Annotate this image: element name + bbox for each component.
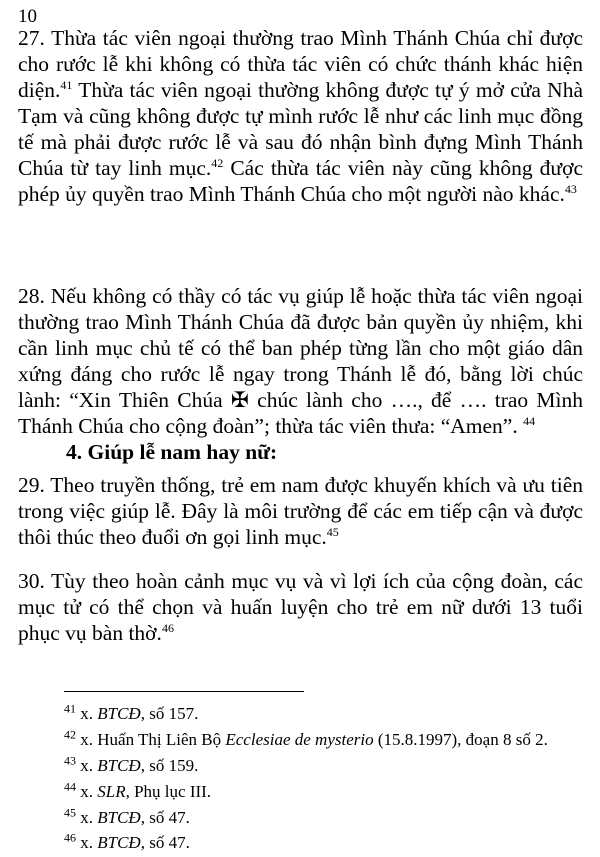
footnote-text: x. — [76, 756, 98, 775]
footnote-number: 43 — [64, 753, 76, 768]
footnote-text: x. — [76, 833, 98, 852]
footnote-text: , số 159. — [140, 756, 199, 775]
paragraph-28-text: 28. Nếu không có thầy có tác vụ giúp lễ hoặc thừa tác viên ngoại thường trao Mình Thánh Chúa đã được bản quyền ủy nhiệm, khi cần linh mục chủ tế có thể ban phép từng lần cho một giáo dân xứng đáng cho rước lễ ngay trong Thánh lễ đó, bằng lời chúc lành: “Xin Thiên Chúa ✠ chúc lành cho …., để …. trao Mình Thánh Chúa cho cộng đoàn”; thừa tác viên thưa: “Amen”. — [18, 284, 583, 438]
page-number: 10 — [18, 6, 37, 27]
footnote-ref-46[interactable]: 46 — [161, 620, 174, 635]
footnote-number: 42 — [64, 727, 76, 742]
footnote-ref-44[interactable]: 44 — [523, 413, 536, 428]
paragraph-30 — [18, 568, 583, 646]
footnote-number: 45 — [64, 805, 76, 820]
footnote-ref-42[interactable]: 42 — [211, 155, 224, 170]
footnote-text: x. — [76, 782, 98, 801]
footnote-text: , số 47. — [140, 808, 190, 827]
footnote-text: , số 157. — [140, 704, 199, 723]
footnote-text: x. — [76, 704, 98, 723]
footnote-separator — [64, 691, 304, 692]
footnote-42 — [64, 727, 548, 750]
footnote-41 — [64, 701, 199, 724]
footnote-45 — [64, 805, 190, 828]
footnote-number: 41 — [64, 701, 76, 716]
footnote-citation: BTCĐ — [97, 704, 141, 723]
paragraph-27-text-2: Thừa tác viên ngoại thường không được tự ý mở cửa Nhà Tạm và cũng không được tự mình rước lễ như các linh mục đồng tế mà phải được rước lễ và sau đó nhận bình đựng Mình Thánh Chúa từ tay linh mục. — [18, 78, 583, 180]
footnote-44 — [64, 779, 212, 802]
paragraph-28 — [18, 283, 583, 439]
footnote-citation: BTCĐ — [97, 808, 141, 827]
paragraph-29 — [18, 472, 583, 550]
footnote-citation: SLR — [97, 782, 126, 801]
footnote-text: , Phụ lục III. — [125, 782, 212, 801]
footnote-43 — [64, 753, 199, 776]
paragraph-29-text: 29. Theo truyền thống, trẻ em nam được khuyến khích và ưu tiên trong việc giúp lễ. Đây là môi trường để các em tiếp cận và được thôi thúc theo đuổi ơn gọi linh mục. — [18, 473, 583, 549]
paragraph-27-text-3: Các thừa tác viên này cũng không được phép ủy quyền trao Mình Thánh Chúa cho một người nào khác. — [18, 156, 583, 206]
footnote-text: x. — [76, 808, 98, 827]
footnote-text: , số 47. — [140, 833, 190, 852]
section-heading: 4. Giúp lễ nam hay nữ: — [66, 440, 278, 464]
footnote-number: 44 — [64, 779, 76, 794]
footnote-citation: BTCĐ — [97, 833, 141, 852]
footnote-number: 46 — [64, 830, 76, 845]
footnote-text: (15.8.1997), đoạn 8 số 2. — [373, 730, 548, 749]
footnote-ref-43[interactable]: 43 — [564, 181, 577, 196]
footnote-citation: Ecclesiae de mysterio — [225, 730, 374, 749]
footnote-ref-41[interactable]: 41 — [60, 77, 73, 92]
footnote-46 — [64, 830, 190, 853]
paragraph-27-text-1: 27. Thừa tác viên ngoại thường trao Mình Thánh Chúa chỉ được cho rước lễ khi không có thừa tác viên có chức thánh khác hiện diện. — [18, 26, 583, 102]
footnote-citation: BTCĐ — [97, 756, 141, 775]
footnote-text: x. Huấn Thị Liên Bộ — [76, 730, 226, 749]
paragraph-27 — [18, 25, 583, 207]
footnote-ref-45[interactable]: 45 — [326, 524, 339, 539]
paragraph-30-text: 30. Tùy theo hoàn cảnh mục vụ và vì lợi ích của cộng đoàn, các mục tử có thể chọn và huấn luyện cho trẻ em nữ dưới 13 tuổi phục vụ bàn thờ. — [18, 569, 583, 645]
